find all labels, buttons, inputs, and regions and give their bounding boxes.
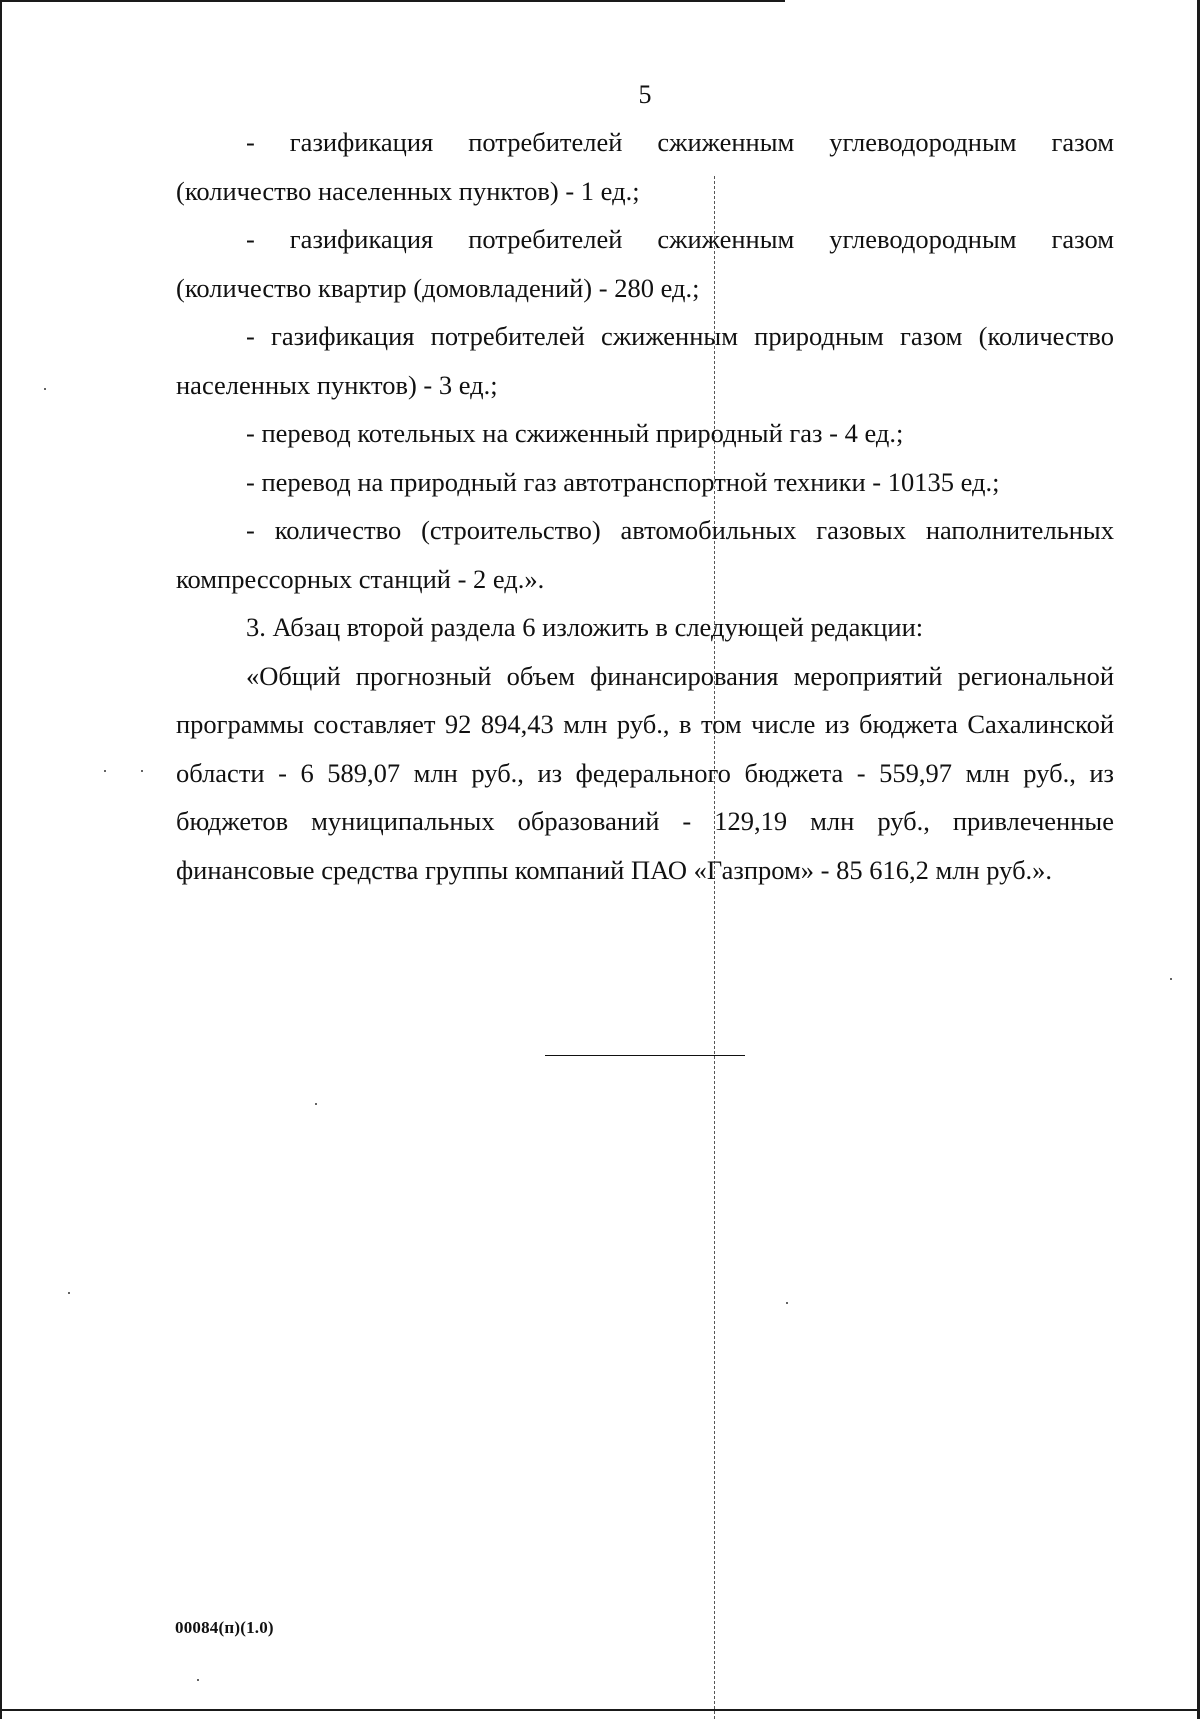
amendment-instruction: 3. Абзац второй раздела 6 изложить в следующей редакции:	[246, 612, 924, 642]
scan-speck	[68, 1292, 70, 1294]
scan-speck	[315, 1103, 317, 1105]
scan-speck	[1170, 978, 1172, 980]
scan-border-top	[0, 0, 785, 2]
scan-speck	[141, 770, 143, 772]
scan-speck	[197, 1679, 199, 1681]
financing-paragraph: «Общий прогнозный объем финансирования мероприятий региональной программы составляет 92 894,43 млн руб., в том числе из бюджета Сахалинской области - 6 589,07 млн руб., из федерального бюджета - 559,97 млн руб., из бюджетов муниципальных образований - 129,19 млн руб., привлеченные финансовые средства группы компаний ПАО «Газпром» - 85 616,2 млн руб.».	[176, 660, 1114, 885]
scan-border-bottom	[0, 1709, 1200, 1711]
list-item-gas-filling-stations: - количество (строительство) автомобильных газовых наполнительных компрессорных станций - 2 ед.».	[176, 515, 1114, 594]
list-item-lng-settlements: - газификация потребителей сжиженным природным газом (количество населенных пунктов) - 3 ед.;	[176, 321, 1114, 400]
scan-speck	[786, 1302, 788, 1304]
list-item-vehicle-conversion: - перевод на природный газ автотранспортной техники - 10135 ед.;	[246, 466, 1000, 497]
scan-border-left	[0, 0, 2, 1719]
document-body	[176, 118, 1114, 894]
list-item-boiler-conversion: - перевод котельных на сжиженный природный газ - 4 ед.;	[246, 418, 904, 448]
end-separator-line	[545, 1055, 745, 1056]
list-item-lpg-settlements: - газификация потребителей сжиженным углеводородным газом (количество населенных пунктов) - 1 ед.;	[176, 127, 1114, 206]
scan-speck	[104, 770, 106, 772]
document-code: 00084(п)(1.0)	[175, 1618, 274, 1637]
page-number: 5	[638, 80, 652, 109]
list-item-lpg-apartments: - газификация потребителей сжиженным углеводородным газом (количество квартир (домовладений) - 280 ед.;	[176, 224, 1114, 303]
scan-speck	[44, 388, 46, 390]
